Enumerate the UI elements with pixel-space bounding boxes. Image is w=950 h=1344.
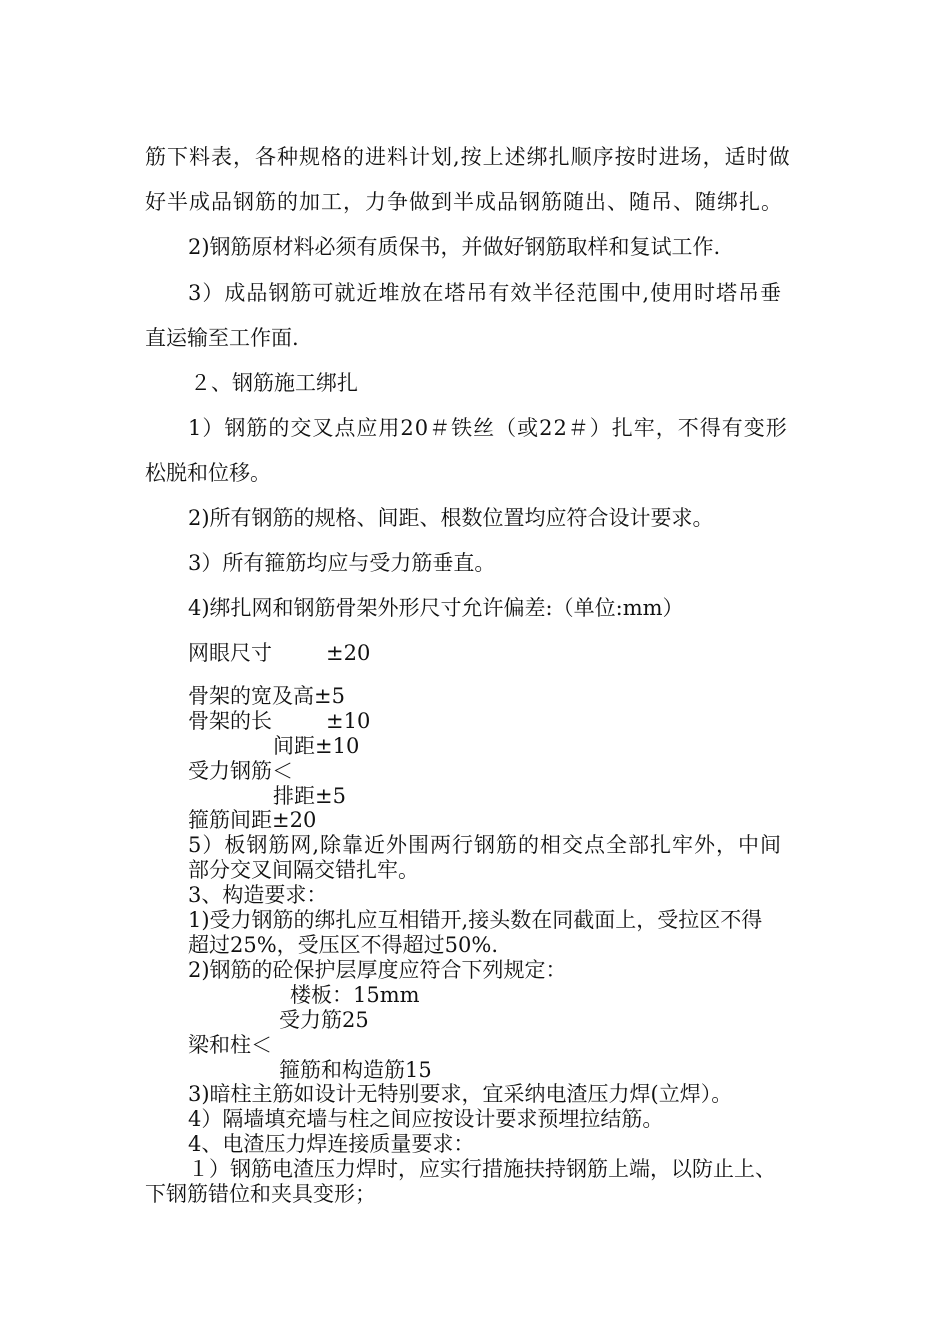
- paragraph-line: 5）板钢筋网,除靠近外围两行钢筋的相交点全部扎牢外，中间: [188, 833, 783, 857]
- paragraph-line: 4)绑扎网和钢筋骨架外形尺寸允许偏差:（单位:mm）: [188, 596, 684, 620]
- paragraph-line: 直运输至工作面.: [145, 326, 299, 350]
- tolerance-label: 骨架的长: [188, 709, 272, 733]
- paragraph-line: 2)所有钢筋的规格、间距、根数位置均应符合设计要求。: [188, 506, 714, 530]
- cover-value: 受力筋25: [279, 1008, 369, 1032]
- paragraph-line: 3）所有箍筋均应与受力筋垂直。: [188, 551, 496, 575]
- section-heading: ２、钢筋施工绑扎: [190, 371, 358, 395]
- paragraph-line: 部分交叉间隔交错扎牢。: [188, 858, 419, 882]
- tolerance-label: 受力钢筋＜: [188, 759, 293, 783]
- section-heading: 3、构造要求：: [188, 883, 328, 907]
- tolerance-value: ±20: [326, 641, 371, 665]
- tolerance-label: 骨架的宽及高±5: [188, 684, 345, 708]
- paragraph-line: 超过25%，受压区不得超过50%.: [188, 933, 499, 957]
- paragraph-line: 1)受力钢筋的绑扎应互相错开,接头数在同截面上，受拉区不得: [188, 908, 763, 932]
- paragraph-line: 3）成品钢筋可就近堆放在塔吊有效半径范围中,使用时塔吊垂: [188, 281, 783, 305]
- paragraph-line: 3)暗柱主筋如设计无特别要求，宜采纳电渣压力焊(立焊）。: [188, 1082, 733, 1106]
- cover-value: 楼板：15mm: [290, 983, 420, 1007]
- tolerance-value: ±10: [326, 709, 371, 733]
- tolerance-label: 箍筋间距±20: [188, 808, 317, 832]
- tolerance-value: 排距±5: [273, 784, 346, 808]
- tolerance-label: 网眼尺寸: [188, 641, 272, 665]
- paragraph-line: 好半成品钢筋的加工，力争做到半成品钢筋随出、随吊、随绑扎。: [145, 190, 783, 214]
- cover-value: 箍筋和构造筋15: [279, 1058, 432, 1082]
- paragraph-line: 2)钢筋原材料必须有质保书，并做好钢筋取样和复试工作.: [188, 235, 721, 259]
- paragraph-line: 2)钢筋的砼保护层厚度应符合下列规定：: [188, 958, 567, 982]
- paragraph-line: 4）隔墙填充墙与柱之间应按设计要求预埋拉结筋。: [188, 1107, 664, 1131]
- paragraph-line: 1）钢筋的交叉点应用20＃铁丝（或22＃）扎牢，不得有变形: [188, 416, 788, 440]
- tolerance-value: 间距±10: [273, 734, 360, 758]
- paragraph-line: １）钢筋电渣压力焊时，应实行措施扶持钢筋上端，以防止上、: [188, 1157, 776, 1181]
- paragraph-line: 下钢筋错位和夹具变形；: [145, 1182, 376, 1206]
- section-heading: 4、电渣压力焊连接质量要求：: [188, 1132, 475, 1156]
- cover-label: 梁和柱＜: [188, 1033, 272, 1057]
- paragraph-line: 筋下料表，各种规格的进料计划,按上述绑扎顺序按时进场，适时做: [145, 145, 791, 169]
- paragraph-line: 松脱和位移。: [145, 461, 271, 485]
